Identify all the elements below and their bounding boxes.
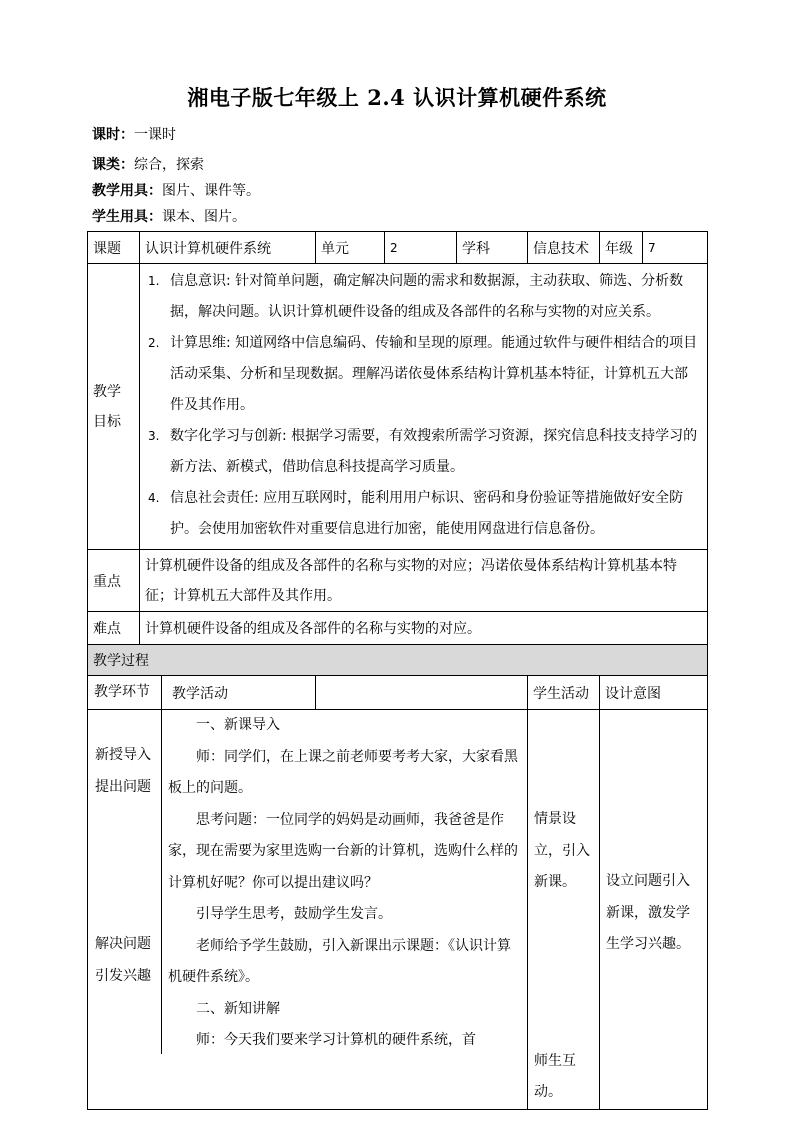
activity-paragraph: 一、新课导入 (196, 717, 280, 733)
meta-teaching-tools (92, 182, 260, 200)
process-body-left (88, 710, 528, 1110)
goal-number: 1. (148, 274, 160, 288)
unit-value: 2 (385, 232, 457, 264)
difficulties-text: 计算机硬件设备的组成及各部件的名称与实物的对应。 (140, 612, 708, 645)
stage-label: 引发兴趣 (95, 967, 151, 984)
activity-paragraph: 师：同学们，在上课之前老师要考考大家，大家看黑板上的问题。 (168, 748, 518, 796)
goals-content (140, 264, 708, 550)
goals-label-line: 教学 (93, 383, 121, 400)
column-spacer (316, 676, 528, 710)
process-body-row (88, 710, 708, 1110)
activity-paragraph: 师：今天我们要来学习计算机的硬件系统，首 (196, 1032, 476, 1048)
column-student-activity: 学生活动 (528, 676, 600, 710)
goal-text: 信息意识: 针对简单问题，确定解决问题的需求和数据源，主动获取、筛选、分析数据，解决问题。认识计算机硬件设备的组成及各部件的名称与实物的对应关系。 (170, 273, 684, 320)
meta-label: 课时： (92, 127, 134, 143)
meta-value: 图片、课件等。 (162, 183, 260, 199)
goal-item (146, 483, 701, 545)
meta-value: 一课时 (134, 127, 176, 143)
meta-label: 教学用具： (92, 183, 162, 199)
stage-label: 新授导入 (95, 747, 151, 763)
stage-label: 解决问题 (95, 936, 151, 952)
process-header-row (88, 645, 708, 676)
meta-lesson-time (92, 126, 176, 144)
goals-list (146, 266, 701, 545)
goal-text: 计算思维: 知道网络中信息编码、传输和呈现的原理。能通过软件与硬件相结合的项目活动采集、分析和呈现数据。理解冯诺依曼体系结构计算机基本特征，计算机五大部件及其作用。 (170, 335, 698, 413)
key-points-label: 重点 (88, 550, 140, 612)
topic-label: 课题 (88, 232, 140, 264)
grade-value: 7 (643, 232, 708, 264)
activity-column (162, 710, 527, 1054)
activity-paragraph: 引导学生思考，鼓励学生发言。 (196, 906, 392, 922)
grade-label: 年级 (600, 232, 643, 264)
subject-label: 学科 (457, 232, 528, 264)
goal-item (146, 421, 701, 483)
activity-paragraph: 思考问题：一位同学的妈妈是动画师，我爸爸是作家，现在需要为家里选购一台新的计算机，选购什么样的计算机好呢？你可以提出建议吗？ (168, 811, 518, 891)
process-header: 教学过程 (88, 645, 708, 676)
activity-paragraph: 二、新知讲解 (196, 1000, 280, 1017)
column-activity-label: 教学活动 (172, 685, 228, 702)
goal-number: 4. (148, 491, 160, 505)
key-points-row (88, 550, 708, 612)
topic-value: 认识计算机硬件系统 (140, 232, 316, 264)
goal-number: 2. (148, 336, 160, 350)
goals-label (88, 264, 140, 550)
stage-label: 提出问题 (95, 778, 151, 795)
document-title: 湘电子版七年级上 2.4 认识计算机硬件系统 (187, 85, 607, 110)
student-activity-text: 情景设立，引入新课。 (534, 811, 590, 890)
goal-item (146, 266, 701, 328)
column-stage (88, 676, 316, 710)
meta-label: 学生用具： (92, 209, 162, 225)
student-activity-text: 师生互动。 (534, 1052, 576, 1100)
difficulties-row (88, 612, 708, 645)
column-design-intent: 设计意图 (600, 676, 708, 710)
key-points-text: 计算机硬件设备的组成及各部件的名称与实物的对应；冯诺依曼体系结构计算机基本特征；计算机五大部件及其作用。 (140, 550, 708, 612)
design-intent-cell (600, 710, 708, 1110)
meta-lesson-type (92, 156, 204, 174)
difficulties-label: 难点 (88, 612, 140, 645)
header-row (88, 232, 708, 264)
lesson-plan-table (87, 231, 708, 1110)
goals-label-line: 目标 (93, 413, 121, 430)
meta-student-tools (92, 208, 246, 226)
goal-text: 数字化学习与创新: 根据学习需要，有效搜索所需学习资源，探究信息科技支持学习的新方法、新模式，借助信息科技提高学习质量。 (170, 428, 698, 475)
column-stage-label: 教学环节 (88, 676, 162, 709)
unit-label: 单元 (316, 232, 385, 264)
activity-paragraph: 老师给予学生鼓励，引入新课出示课题：《认识计算机硬件系统》。 (168, 937, 511, 985)
goal-text: 信息社会责任: 应用互联网时，能利用用户标识、密码和身份验证等措施做好安全防护。会使用加密软件对重要信息进行加密，能使用网盘进行信息备份。 (170, 490, 684, 537)
stage-column (88, 710, 162, 1054)
design-intent-text: 设立问题引入新课，激发学生学习兴趣。 (606, 873, 690, 952)
subject-value: 信息技术 (528, 232, 600, 264)
goal-number: 3. (148, 429, 160, 443)
goal-item (146, 328, 701, 421)
student-activity-cell (528, 710, 600, 1110)
meta-label: 课类： (92, 157, 134, 173)
goals-row (88, 264, 708, 550)
meta-value: 课本、图片。 (162, 209, 246, 225)
process-columns-row (88, 676, 708, 710)
meta-value: 综合，探索 (134, 157, 204, 173)
